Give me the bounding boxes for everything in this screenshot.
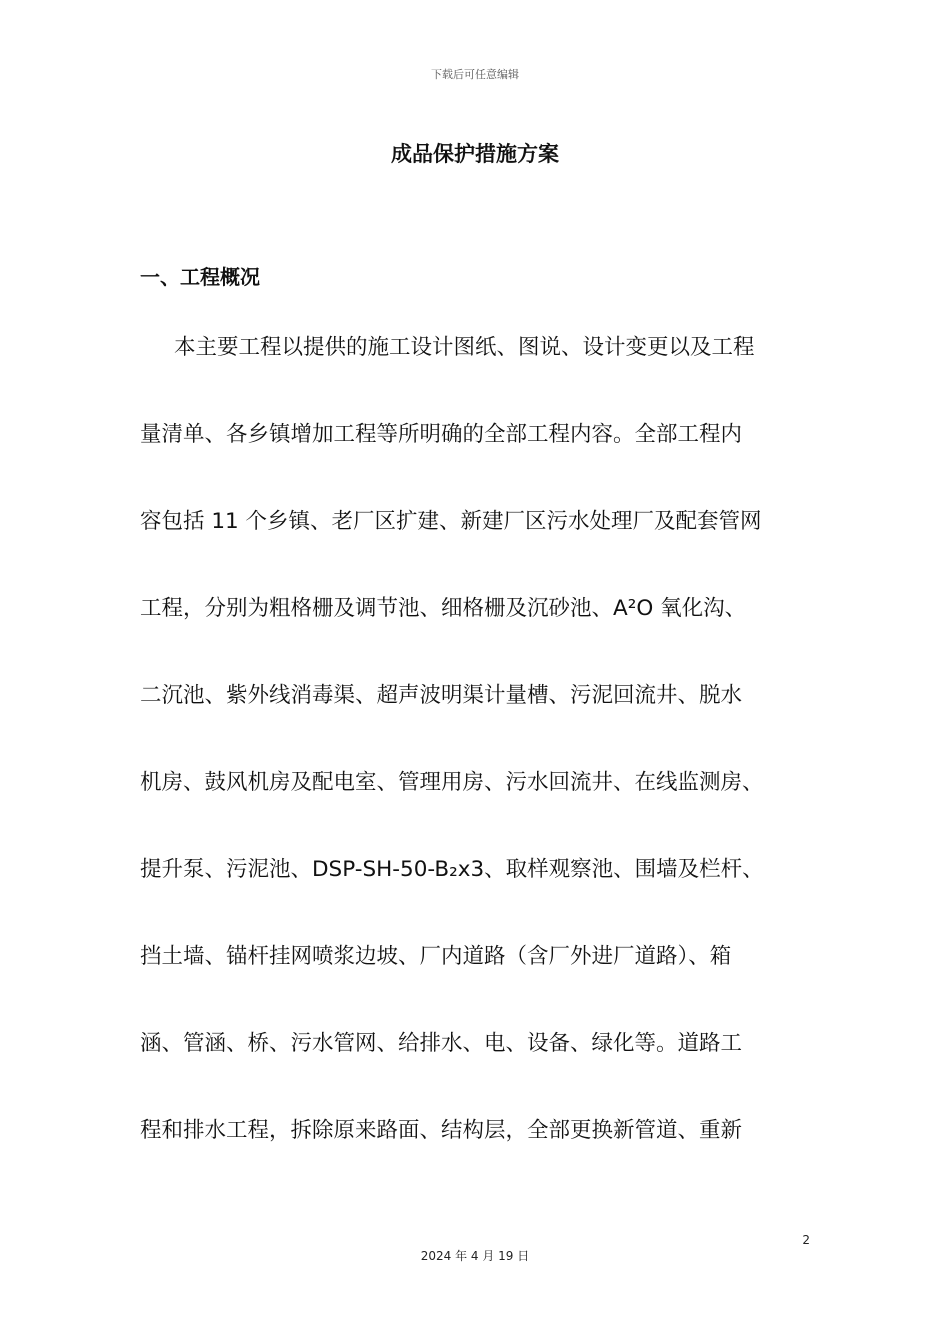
paragraph-line: 涵、管涵、桥、污水管网、给排水、电、设备、绿化等。道路工: [140, 1031, 743, 1056]
paragraph-line: 本主要工程以提供的施工设计图纸、图说、设计变更以及工程: [174, 335, 755, 360]
paragraph-line: 提升泵、污泥池、DSP-SH-50-B₂x3、取样观察池、围墙及栏杆、: [140, 857, 764, 882]
document-title: 成品保护措施方案: [391, 142, 559, 166]
body-paragraph: [140, 330, 830, 1200]
page-header-note: 下载后可任意编辑: [431, 68, 519, 81]
paragraph-line: 二沉池、紫外线消毒渠、超声波明渠计量槽、污泥回流井、脱水: [140, 683, 743, 708]
page-number: 2: [802, 1233, 810, 1247]
paragraph-line: 量清单、各乡镇增加工程等所明确的全部工程内容。全部工程内: [140, 422, 743, 447]
paragraph-line: 容包括 11 个乡镇、老厂区扩建、新建厂区污水处理厂及配套管网: [140, 509, 762, 534]
paragraph-line: 程和排水工程，拆除原来路面、结构层，全部更换新管道、重新: [140, 1118, 743, 1143]
paragraph-line: 工程，分别为粗格栅及调节池、细格栅及沉砂池、A²O 氧化沟、: [140, 596, 747, 621]
page-footer-date: 2024 年 4 月 19 日: [420, 1249, 530, 1263]
paragraph-line: 挡土墙、锚杆挂网喷浆边坡、厂内道路（含厂外进厂道路）、箱: [140, 944, 732, 969]
section-heading: 一、工程概况: [140, 265, 260, 289]
paragraph-line: 机房、鼓风机房及配电室、管理用房、污水回流井、在线监测房、: [140, 770, 764, 795]
